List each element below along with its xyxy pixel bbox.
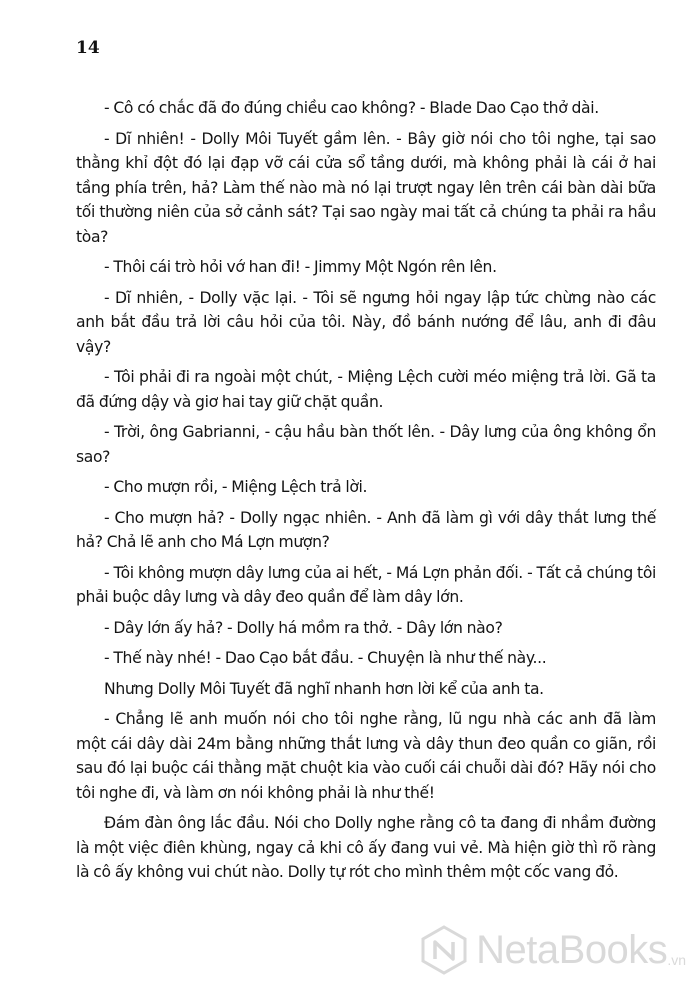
paragraph: Đám đàn ông lắc đầu. Nói cho Dolly nghe rằng cô ta đang đi nhầm đường là một việc điên khùng, ngay cả khi cô ấy đang vui vẻ. Mà hiện giờ thì rõ ràng là cô ấy không vui chút nào. Dolly tự rót cho mình thêm một cốc vang đỏ.	[76, 814, 656, 881]
paragraph: - Dĩ nhiên! - Dolly Môi Tuyết gầm lên. - Bây giờ nói cho tôi nghe, tại sao thằng khỉ đột đó lại đạp vỡ cái cửa sổ tầng dưới, mà không phải là cái ở hai tầng phía trên, hả? Làm thế nào mà nó lại trượt ngay lên trên cái bàn dài bữa tối thường niên của sở cảnh sát? Tại sao ngày mai tất cả chúng ta phải ra hầu tòa?	[76, 129, 656, 246]
paragraph: - Chẳng lẽ anh muốn nói cho tôi nghe rằng, lũ ngu nhà các anh đã làm một cái dây dài 24m bằng những thắt lưng và dây thun đeo quần co giãn, rồi sau đó lại buộc cái thằng mặt chuột kia vào cuối cái chuỗi dài đó? Hãy nói cho tôi nghe đi, và làm ơn nói không phải là như thế!	[76, 710, 656, 802]
paragraph: Nhưng Dolly Môi Tuyết đã nghĩ nhanh hơn lời kể của anh ta.	[104, 679, 544, 698]
watermark-suffix: .vn	[667, 952, 686, 968]
paragraph: - Thế này nhé! - Dao Cạo bắt đầu. - Chuyện là như thế này...	[104, 649, 547, 667]
watermark	[418, 922, 686, 978]
paragraph: - Dĩ nhiên, - Dolly vặc lại. - Tôi sẽ ngưng hỏi ngay lập tức chừng nào các anh bắt đầu trả lời câu hỏi của tôi. Này, đồ bánh nướng để lâu, anh đi đâu vậy?	[76, 288, 656, 356]
text-body	[76, 96, 656, 891]
watermark-text: NetaBooks	[476, 927, 668, 972]
netabooks-logo-icon	[418, 924, 470, 976]
paragraph: - Cho mượn hả? - Dolly ngạc nhiên. - Anh đã làm gì với dây thắt lưng thế hả? Chả lẽ anh cho Má Lợn mượn?	[76, 508, 656, 551]
page-number: 14	[76, 38, 100, 58]
paragraph: - Tôi không mượn dây lưng của ai hết, - Má Lợn phản đối. - Tất cả chúng tôi phải buộc dây lưng và dây đeo quần để làm dây lớn.	[76, 563, 656, 606]
paragraph: - Dây lớn ấy hả? - Dolly há mồm ra thở. - Dây lớn nào?	[104, 618, 503, 637]
paragraph: - Trời, ông Gabrianni, - cậu hầu bàn thốt lên. - Dây lưng của ông không ổn sao?	[76, 423, 656, 466]
paragraph: - Thôi cái trò hỏi vớ han đi! - Jimmy Một Ngón rên lên.	[104, 258, 497, 276]
paragraph: - Cô có chắc đã đo đúng chiều cao không? - Blade Dao Cạo thở dài.	[104, 99, 599, 117]
paragraph: - Tôi phải đi ra ngoài một chút, - Miệng Lệch cười méo miệng trả lời. Gã ta đã đứng dậy và giơ hai tay giữ chặt quần.	[76, 368, 656, 411]
paragraph: - Cho mượn rồi, - Miệng Lệch trả lời.	[104, 478, 368, 496]
